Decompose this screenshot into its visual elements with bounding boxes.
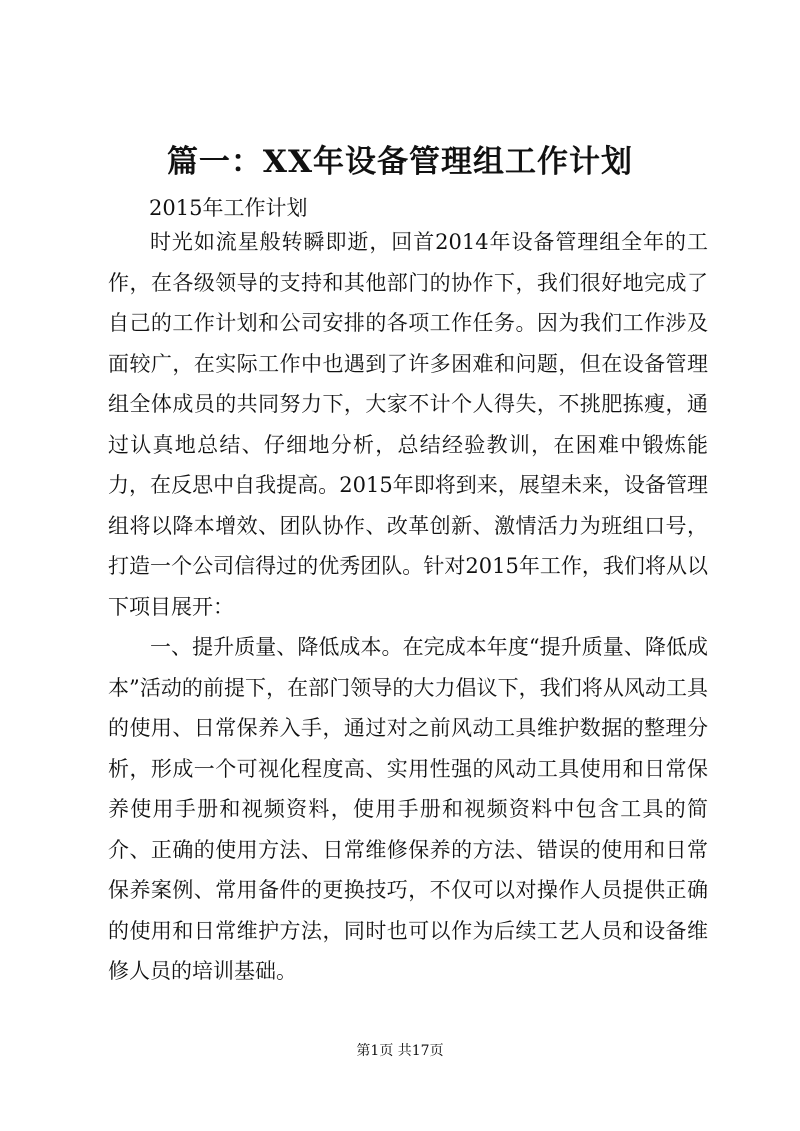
document-title: 篇一：XX年设备管理组工作计划 xyxy=(166,144,634,180)
page-footer: 第1页 共17页 xyxy=(356,1043,444,1059)
document-subtitle: 2015年工作计划 xyxy=(149,196,308,220)
body-paragraph-2: 一、提升质量、降低成本。在完成本年度“提升质量、降低成本”活动的前提下，在部门领导的大力倡议下，我们将从风动工具的使用、日常保养入手，通过对之前风动工具维护数据的整理分析，形成一个可视化程度高、实用性强的风动工具使用和日常保养使用手册和视频资料，使用手册和视频资料中包含工具的简介、正确的使用方法、日常维修保养的方法、错误的使用和日常保养案例、常用备件的更换技巧，不仅可以对操作人员提供正确的使用和日常维护方法，同时也可以作为后续工艺人员和设备维修人员的培训基础。 xyxy=(108,635,708,983)
body-paragraph-1: 时光如流星般转瞬即逝，回首2014年设备管理组全年的工作，在各级领导的支持和其他部门的协作下，我们很好地完成了自己的工作计划和公司安排的各项工作任务。因为我们工作涉及面较广，在实际工作中也遇到了许多困难和问题，但在设备管理组全体成员的共同努力下，大家不计个人得失，不挑肥拣瘦，通过认真地总结、仔细地分析，总结经验教训，在困难中锻炼能力，在反思中自我提高。2015年即将到来，展望未来，设备管理组将以降本增效、团队协作、改革创新、激情活力为班组口号，打造一个公司信得过的优秀团队。针对2015年工作，我们将从以下项目展开： xyxy=(108,230,708,619)
